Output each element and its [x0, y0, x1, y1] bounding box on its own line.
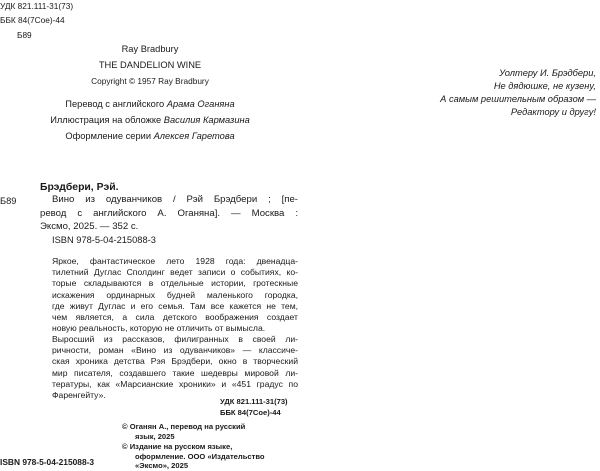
- catalog-description-line: Эксмо, 2025. — 352 с.: [40, 221, 139, 233]
- catalog-heading: Брэдбери, Рэй.: [40, 182, 119, 193]
- dedication-line-3: А самым решительным образом —: [440, 94, 596, 104]
- annotation-line: чем является, а сила детского воображения создает: [52, 312, 298, 323]
- copyright-line: оформление. ООО «Издательство: [135, 451, 265, 461]
- annotation-line: Фаренгейту».: [52, 390, 106, 401]
- copyright-edition: [122, 442, 265, 471]
- catalog-description-line: Вино из одуванчиков / Рэй Брэдбери ; [пе-: [52, 194, 298, 205]
- copyright-line: © Издание на русском языке,: [122, 442, 233, 451]
- catalog-description: [40, 193, 298, 234]
- copyright-line: язык, 2025: [135, 431, 175, 441]
- catalog-description-line: ревод с английского А. Оганяна]. — Москва :: [40, 207, 298, 219]
- original-title: THE DANDELION WINE: [98, 60, 202, 70]
- bbk-code-top: ББК 84(7Сое)-44: [0, 15, 65, 25]
- annotation-line: новую реальность, которую не отличить от вымысла.: [52, 323, 266, 334]
- isbn-bottom: ISBN 978-5-04-215088-3: [0, 457, 95, 467]
- annotation-line: тилетний Дуглас Сполдинг ведет записи о событиях, ко-: [52, 267, 298, 278]
- dedication-line-1: Уолтеру И. Брэдбери,: [499, 68, 596, 78]
- author-mark-top: Б89: [17, 30, 32, 40]
- annotation-line: Яркое, фантастическое лето 1928 года: двенадца-: [52, 256, 298, 266]
- catalog-isbn: ISBN 978-5-04-215088-3: [52, 235, 156, 245]
- cover-credit: Иллюстрация на обложке Василия Кармазина: [50, 115, 250, 125]
- series-credit: Оформление серии Алексея Гаретова: [65, 131, 235, 141]
- copyright-translation: [122, 422, 245, 441]
- annotation-line: ская хроника детства Рэя Брэдбери, окно в творческий: [52, 356, 298, 367]
- translation-credit: Перевод с английского Арама Оганяна: [65, 99, 235, 109]
- original-copyright: Copyright © 1957 Ray Bradbury: [91, 76, 209, 86]
- annotation-line: где живут Дуглас и его семья. Там все кажется не тем,: [52, 300, 298, 311]
- dedication-line-2: Не дядюшке, не кузену,: [493, 81, 596, 91]
- bbk-code-bottom: ББК 84(7Сое)-44: [220, 408, 281, 417]
- dedication-line-4: Редактору и другу!: [510, 107, 596, 117]
- catalog-mark: Б89: [0, 196, 17, 206]
- copyright-line: © Оганян А., перевод на русский: [122, 422, 246, 431]
- annotation-line: ричности, роман «Вино из одуванчиков» — классиче-: [52, 345, 298, 356]
- annotation-line: торые складываются в отдельные истории, гротескные: [52, 278, 298, 289]
- copyright-line: «Эксмо», 2025: [135, 461, 189, 471]
- original-author: Ray Bradbury: [121, 44, 179, 54]
- annotation-paragraph-1: [52, 256, 298, 334]
- annotation-line: мир писателя, создавшего такие шедевры мировой ли-: [52, 367, 298, 378]
- annotation-line: Выросший из рассказов, филигранных в своей ли-: [52, 334, 298, 344]
- annotation-line: искажения ординарных будней маленького городка,: [52, 289, 298, 300]
- udk-code-top: УДК 821.111-31(73): [0, 1, 74, 11]
- annotation-paragraph-2: [52, 334, 298, 401]
- udk-code-bottom: УДК 821.111-31(73): [220, 397, 288, 406]
- annotation-line: тературы, как «Марсианские хроники» и «451 градус по: [52, 378, 298, 389]
